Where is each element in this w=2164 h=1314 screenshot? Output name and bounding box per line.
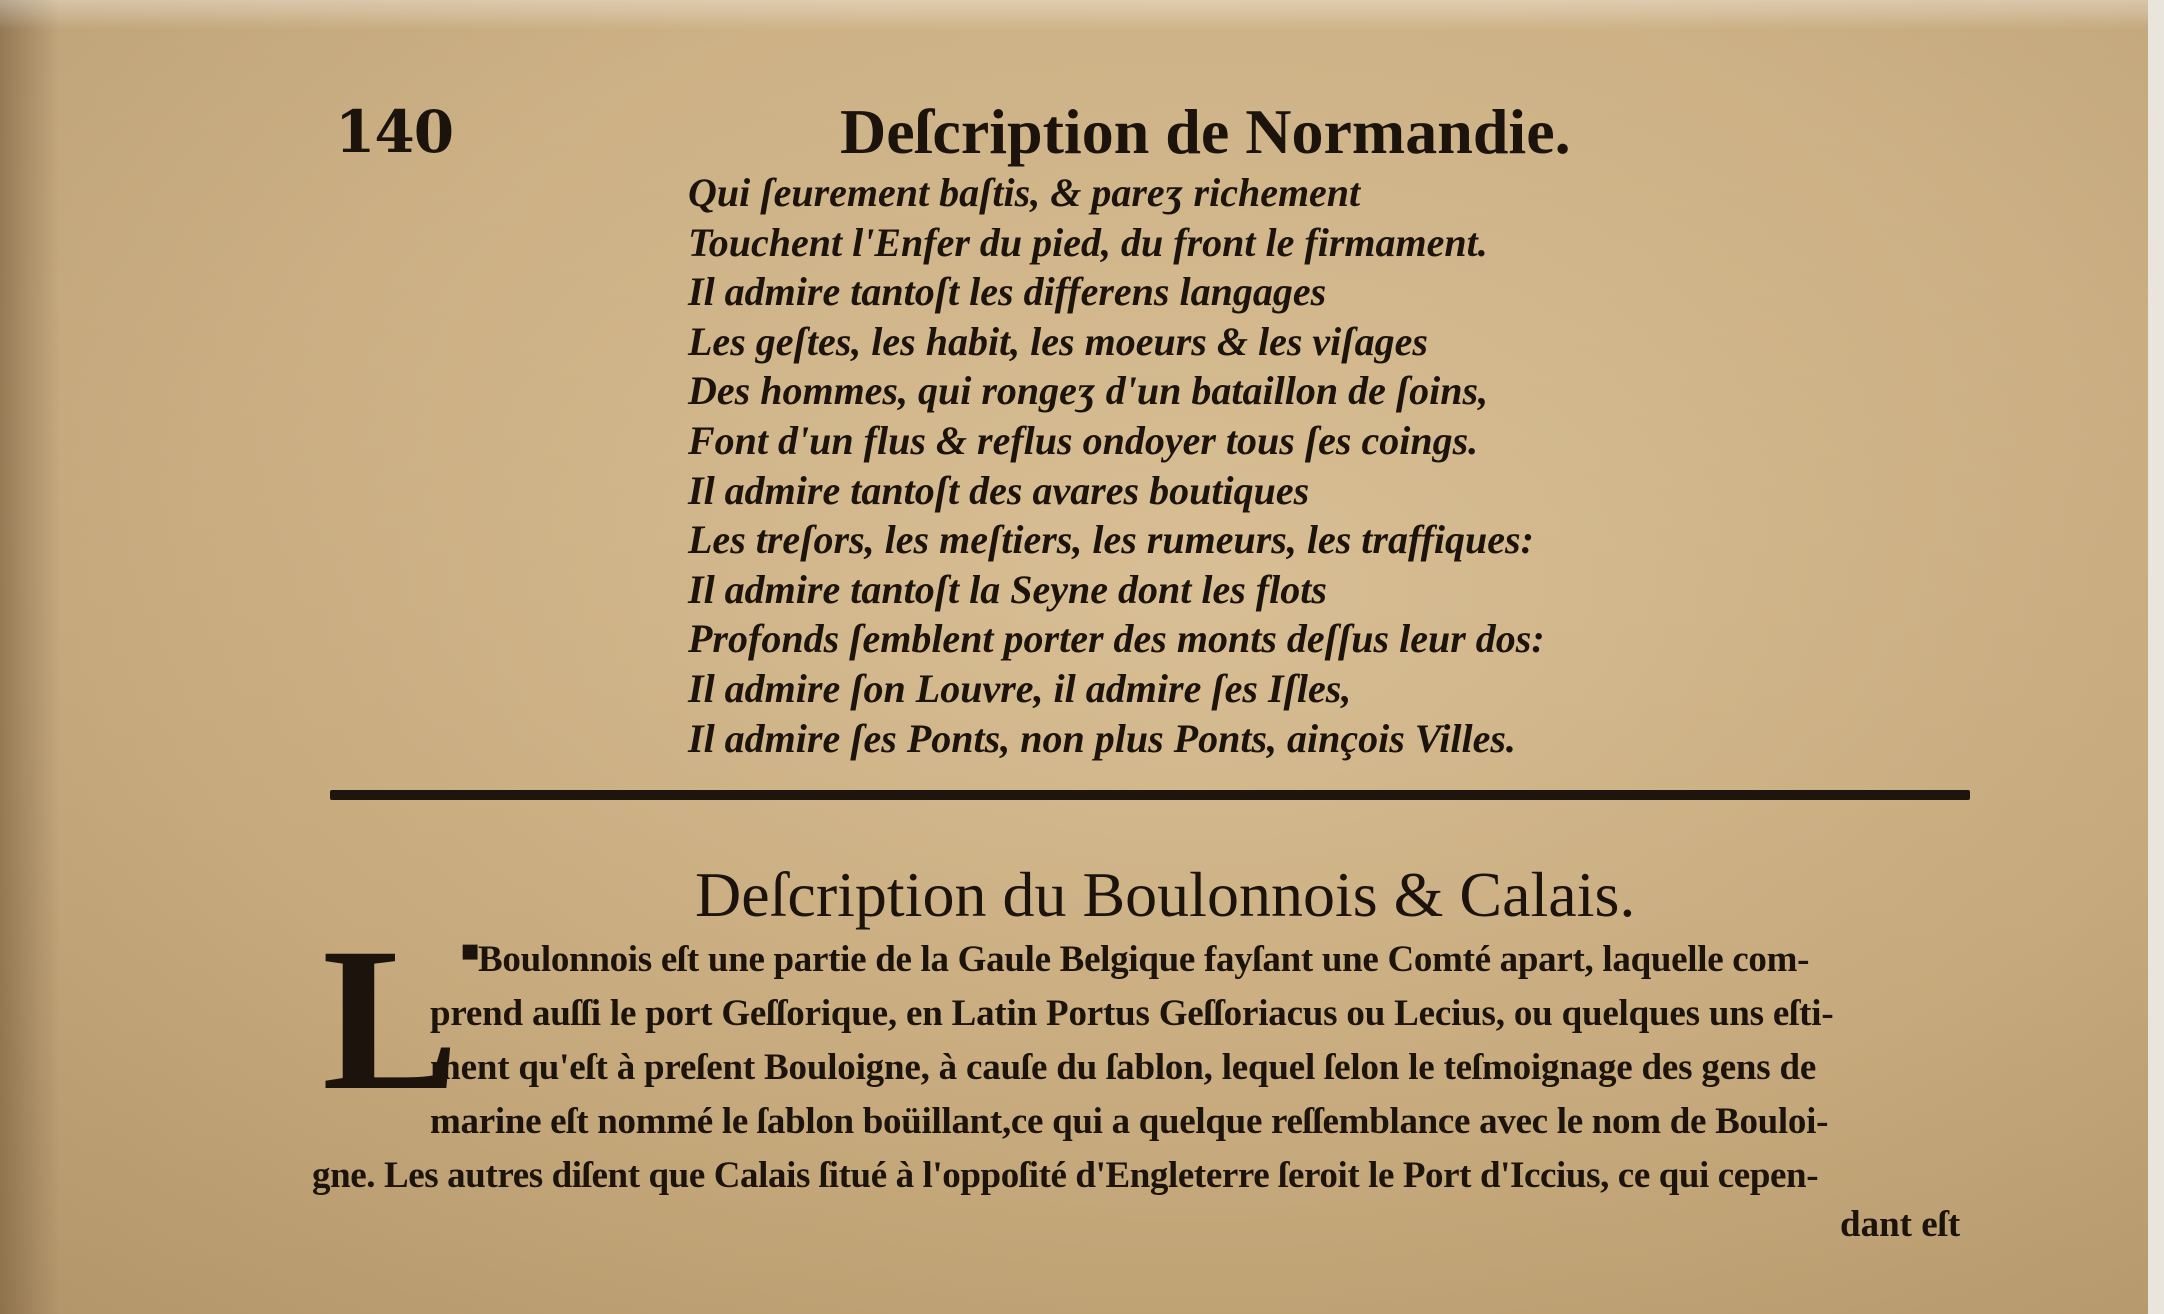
drop-cap-initial: L (322, 906, 459, 1133)
poem-line: Profonds ſemblent porter des monts deſſus leur dos: (688, 616, 1545, 662)
prose-line: gne. Les autres diſent que Calais ſitué à l'oppoſité d'Engleterre ſeroit le Port d'Iccius, ce qui cepen- (312, 1155, 1819, 1196)
section-divider-rule (330, 790, 1970, 800)
poem-block (688, 168, 1588, 763)
poem-line: Il admire tantoſt les differens langages (688, 269, 1327, 315)
page-number: 140 (335, 98, 454, 166)
poem-line: Les geſtes, les habit, les moeurs & les viſages (688, 318, 1428, 364)
poem-line: Font d'un flus & reflus ondoyer tous ſes coings. (688, 417, 1479, 463)
poem-line: Les treſors, les meſtiers, les rumeurs, les traffiques: (688, 517, 1534, 563)
prose-line: Boulonnois eſt une partie de la Gaule Belgique fayſant une Comté apart, laquelle com- (478, 939, 1810, 980)
poem-line: Il admire tantoſt la Seyne dont les flots (688, 566, 1327, 612)
bullet-ornament-icon: ▪ (460, 933, 481, 968)
page-edge-shadow (0, 0, 60, 1314)
poem-line: Il admire ſon Louvre, il admire ſes Iſles, (688, 665, 1352, 711)
catchword: dant eſt (1840, 1204, 1961, 1245)
section-title: Deſcription du Boulonnois & Calais. (695, 859, 1636, 930)
poem-line: Il admire tantoſt des avares boutiques (688, 467, 1310, 513)
poem-line: Qui ſeurement baſtis, & pareʒ richement (688, 170, 1361, 215)
prose-line: prend auſſi le port Geſſorique, en Latin Portus Geſſoriacus ou Lecius, ou quelques uns eſti- (430, 993, 1834, 1034)
poem-line: Il admire ſes Ponts, non plus Ponts, ainçois Villes. (688, 715, 1516, 761)
page-top-highlight (0, 0, 2164, 30)
scan-margin (2148, 0, 2164, 1314)
prose-line: ment qu'eſt à preſent Bouloigne, à cauſe du ſablon, lequel ſelon le teſmoignage des gens de (430, 1047, 1817, 1088)
poem-line: Des hommes, qui rongeʒ d'un bataillon de ſoins, (688, 368, 1489, 414)
running-title: Deſcription de Normandie. (840, 96, 1571, 167)
prose-line: marine eſt nommé le ſablon boüillant,ce qui a quelque reſſemblance avec le nom de Bouloi- (430, 1101, 1829, 1142)
poem-line: Touchent l'Enfer du pied, du front le firmament. (688, 219, 1488, 265)
